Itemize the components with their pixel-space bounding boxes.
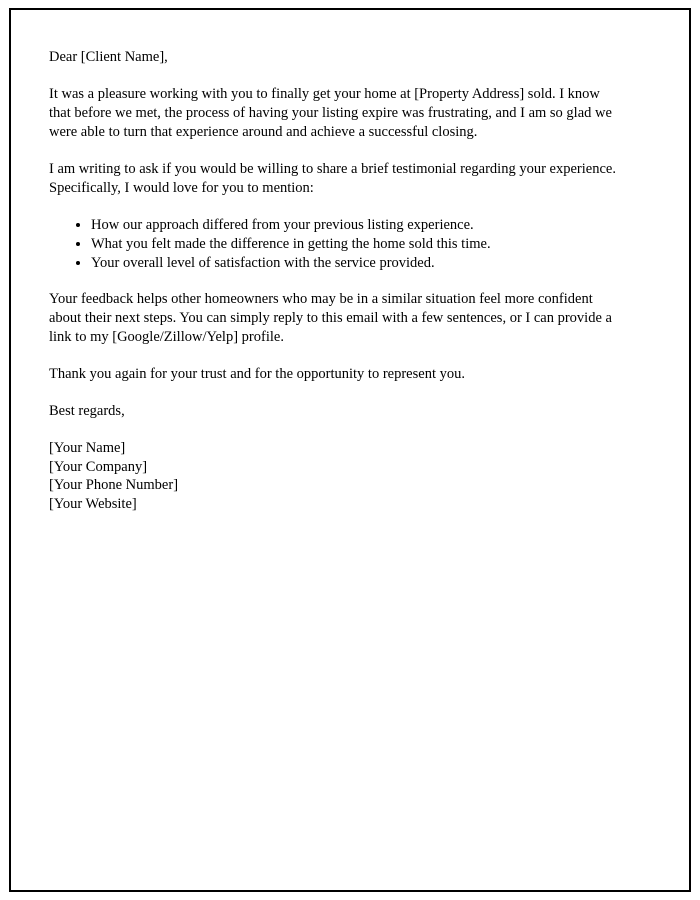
list-item-approach: • How our approach differed from your previous listing experience.: [91, 216, 625, 235]
signature-block: [49, 439, 625, 513]
signature-company: [Your Company]: [49, 458, 148, 475]
paragraph-request: I am writing to ask if you would be willing to share a brief testimonial regarding your experience. Specifically, I would love for you to mention:: [49, 161, 616, 196]
salutation: Dear [Client Name],: [49, 49, 168, 65]
list-item-difference: • What you felt made the difference in getting the home sold this time.: [91, 235, 625, 254]
list-item-satisfaction: • Your overall level of satisfaction with the service provided.: [91, 254, 625, 273]
signature-name: [Your Name]: [49, 440, 126, 457]
signature-website: [Your Website]: [49, 495, 137, 512]
paragraph-feedback: Your feedback helps other homeowners who may be in a similar situation feel more confident about their next steps. You can simply reply to this email with a few sentences, or I can provide a link to my [Google/Zillow/Yelp] profile.: [49, 291, 612, 346]
signature-phone: [Your Phone Number]: [49, 477, 179, 494]
letter-page: [9, 8, 691, 892]
paragraph-thanks: Thank you again for your trust and for the opportunity to represent you.: [49, 366, 465, 383]
paragraph-intro: It was a pleasure working with you to finally get your home at [Property Address] sold. I know that before we met, the process of having your listing expire was frustrating, and I am so glad we were able to turn that experience around and achieve a successful closing.: [49, 86, 612, 140]
testimonial-points-list: [49, 216, 625, 272]
closing: Best regards,: [49, 403, 125, 420]
